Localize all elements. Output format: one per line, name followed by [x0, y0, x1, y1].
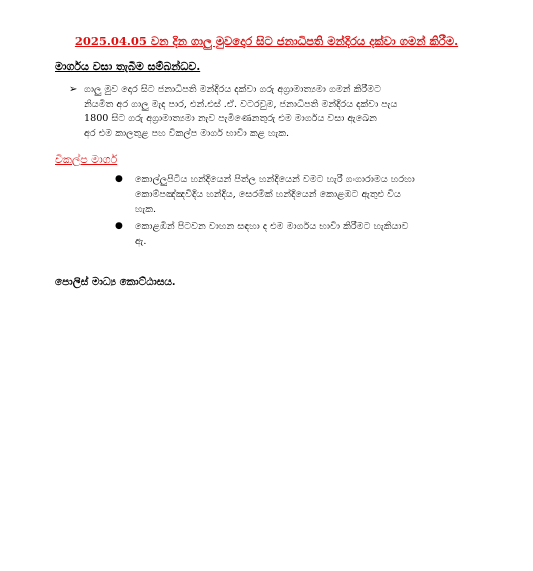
- section-heading-alternative-routes: විකල්ප මාර්ග: [55, 153, 118, 166]
- document-title: 2025.04.05 වන දින ගාලු මුවදොර සිට ජනාධිපති මන්දිරය දක්වා ගමන් කිරීම.: [74, 34, 459, 48]
- paragraph-line: ගාලු මුව දොර සිට ජනාධිපති මන්දිරය දක්වා ගරු අග්‍රාමාත්‍යමා ගමන් කිරීමට: [84, 84, 381, 95]
- paragraph-line: ඇ.: [135, 236, 147, 247]
- paragraph-line: නියමිත අර ගාලු මැද පාර, එන්.එස් .ඒ. වටරවුම, ජනාධිපති මන්දිරය දක්වා පැය: [84, 98, 398, 110]
- bullet-item-text: [135, 219, 480, 249]
- arrowhead-bullet-icon: ➢: [69, 84, 78, 95]
- paragraph-line: අර එම කාලතුළ පහ විකල්ප මාර්ග භාවිා කළ හැක.: [84, 127, 290, 139]
- filled-circle-bullet-icon: ●: [115, 221, 123, 231]
- bullet-list-item: [115, 219, 480, 249]
- paragraph-line: හැක.: [135, 204, 157, 215]
- bullet-item-text: [135, 172, 480, 217]
- paragraph-line: කොල්ලුපිටිය හන්දියෙන් පිත්ල හන්දියෙන් වමට හැරී ගංගාරාමය හරහා: [135, 174, 415, 185]
- bullet-list-item: [115, 172, 480, 217]
- paragraph-line: කොළඹින් පිටවන වාහන සඳහා ද එම මාර්ගය භාවිා කිරීමට හැකියාව: [135, 221, 409, 232]
- signature-police-media-division: පොලිස් මාධ්‍ය කොට්ඨාසය.: [55, 276, 176, 288]
- filled-circle-bullet-icon: ●: [115, 174, 123, 184]
- paragraph-line: 1800 සිට ගරු අග්‍රාමාත්‍යමා නැව පැමිණෙනතුරු එම මාර්ගය වසා ඇඛෙන: [84, 113, 377, 125]
- paragraph-line: කොම්පඤ්ඤවීදිය හන්දිය, සෙරමික් හන්දියෙන් කොළඹට ඇතුළු විය: [135, 189, 401, 200]
- section-heading-road-closure: මාර්ගය වසා තැබීම සම්බන්ධව.: [55, 60, 201, 73]
- arrow-list-item: [69, 83, 484, 141]
- arrow-item-text: [84, 83, 484, 141]
